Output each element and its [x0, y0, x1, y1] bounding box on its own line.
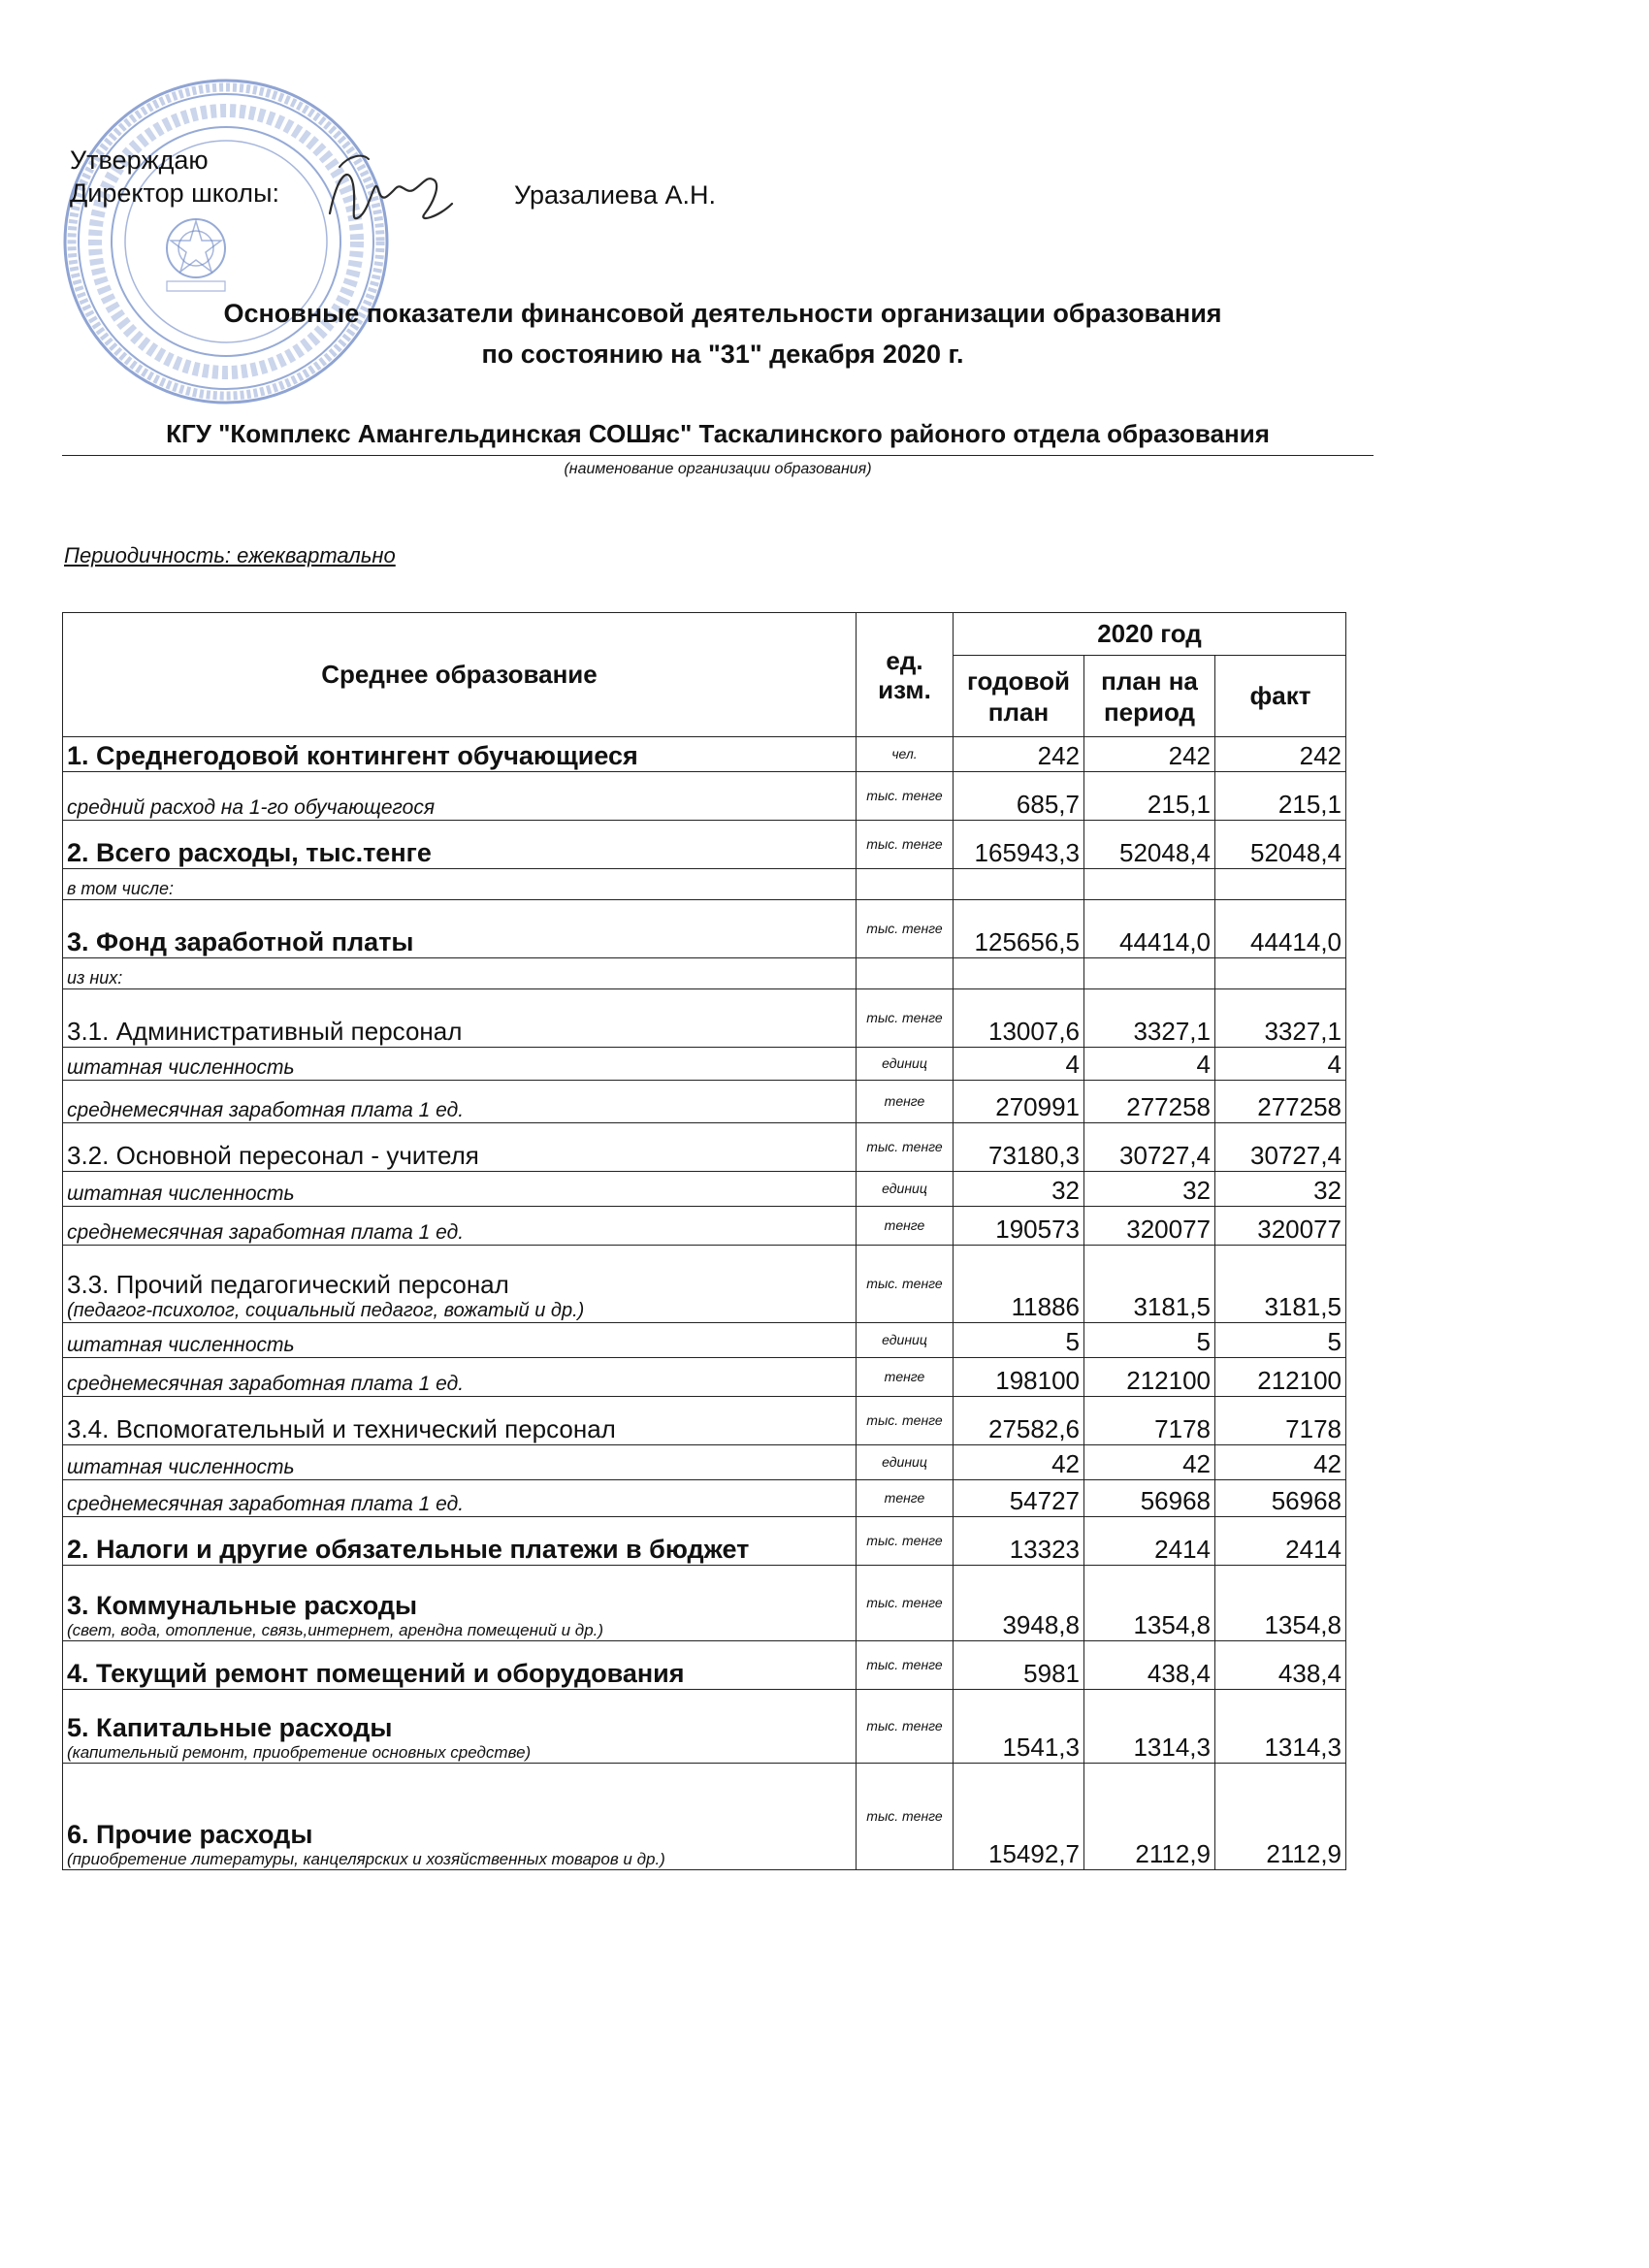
- row-label: штатная численность: [63, 1048, 857, 1081]
- table-row: [63, 1323, 1346, 1358]
- row-label-note: (приобретение литературы, канцелярских и хозяйственных товаров и др.): [67, 1850, 665, 1868]
- table-row: [63, 1690, 1346, 1764]
- row-unit: тыс. тенге: [857, 1566, 954, 1641]
- row-fact: 32: [1215, 1172, 1346, 1207]
- table-row: [63, 1048, 1346, 1081]
- row-annual: 73180,3: [954, 1123, 1084, 1172]
- row-annual: 5: [954, 1323, 1084, 1358]
- periodicity-label: Периодичность: ежеквартально: [64, 543, 396, 567]
- row-period: 212100: [1084, 1358, 1215, 1397]
- row-fact: [1215, 958, 1346, 989]
- row-annual: 42: [954, 1445, 1084, 1480]
- table-row: [63, 1207, 1346, 1246]
- table-row: [63, 1480, 1346, 1517]
- row-unit: тыс. тенге: [857, 1690, 954, 1764]
- table-row: [63, 1246, 1346, 1323]
- row-period: 2112,9: [1084, 1764, 1215, 1870]
- row-unit: чел.: [857, 737, 954, 772]
- row-unit: тыс. тенге: [857, 1123, 954, 1172]
- row-period: [1084, 869, 1215, 900]
- row-label: [63, 1246, 857, 1323]
- table-row: [63, 958, 1346, 989]
- row-label: [63, 1764, 857, 1870]
- financial-indicators-table: [62, 612, 1346, 1870]
- row-annual: 125656,5: [954, 900, 1084, 958]
- row-period: 30727,4: [1084, 1123, 1215, 1172]
- organization-name: КГУ "Комплекс Амангельдинская СОШяс" Таскалинского районого отдела образования: [166, 419, 1270, 448]
- table-row: [63, 1358, 1346, 1397]
- row-unit: единиц: [857, 1172, 954, 1207]
- row-period: 32: [1084, 1172, 1215, 1207]
- table-row: [63, 1764, 1346, 1870]
- row-label-note: (свет, вода, отопление, связь,интернет, арендна помещений и др.): [67, 1621, 604, 1639]
- row-label-main: 3. Коммунальные расходы: [67, 1591, 418, 1620]
- row-label-main: 6. Прочие расходы: [67, 1820, 313, 1849]
- row-fact: 5: [1215, 1323, 1346, 1358]
- header-period-plan: план на период: [1084, 656, 1215, 737]
- row-label: 2. Налоги и другие обязательные платежи в бюджет: [63, 1517, 857, 1566]
- row-unit: тыс. тенге: [857, 989, 954, 1048]
- table-row: [63, 869, 1346, 900]
- row-period: 42: [1084, 1445, 1215, 1480]
- row-period: 56968: [1084, 1480, 1215, 1517]
- row-unit: [857, 958, 954, 989]
- row-unit: тыс. тенге: [857, 1246, 954, 1323]
- row-label: 1. Среднегодовой контингент обучающиеся: [63, 737, 857, 772]
- row-unit: тыс. тенге: [857, 1764, 954, 1870]
- row-fact: 2112,9: [1215, 1764, 1346, 1870]
- row-annual: 13323: [954, 1517, 1084, 1566]
- row-period: 320077: [1084, 1207, 1215, 1246]
- director-label: Директор школы:: [70, 178, 279, 208]
- row-label: 2. Всего расходы, тыс.тенге: [63, 821, 857, 869]
- row-period: 242: [1084, 737, 1215, 772]
- header-year: 2020 год: [954, 613, 1346, 656]
- row-annual: 32: [954, 1172, 1084, 1207]
- row-period: 215,1: [1084, 772, 1215, 821]
- header-unit: ед. изм.: [857, 613, 954, 737]
- table-row: [63, 900, 1346, 958]
- table-row: [63, 1445, 1346, 1480]
- row-fact: 56968: [1215, 1480, 1346, 1517]
- row-label: в том числе:: [63, 869, 857, 900]
- table-row: [63, 1397, 1346, 1445]
- row-annual: 5981: [954, 1641, 1084, 1690]
- row-period: 438,4: [1084, 1641, 1215, 1690]
- table-row: [63, 1123, 1346, 1172]
- row-fact: 7178: [1215, 1397, 1346, 1445]
- row-unit: тенге: [857, 1207, 954, 1246]
- row-label-note: (педагог-психолог, социальный педагог, вожатый и др.): [67, 1300, 585, 1321]
- approval-block: [70, 144, 279, 210]
- document-title: Основные показатели финансовой деятельности организации образования: [223, 299, 1222, 328]
- row-unit: тыс. тенге: [857, 900, 954, 958]
- table-row: [63, 1517, 1346, 1566]
- header-annual-plan: годовой план: [954, 656, 1084, 737]
- organization-underline: [62, 455, 1374, 456]
- row-annual: 198100: [954, 1358, 1084, 1397]
- row-label: 4. Текущий ремонт помещений и оборудования: [63, 1641, 857, 1690]
- table-row: [63, 821, 1346, 869]
- row-fact: 212100: [1215, 1358, 1346, 1397]
- row-unit: тыс. тенге: [857, 821, 954, 869]
- row-period: 277258: [1084, 1081, 1215, 1123]
- row-annual: 13007,6: [954, 989, 1084, 1048]
- row-fact: 42: [1215, 1445, 1346, 1480]
- row-label: 3.2. Основной пересонал - учителя: [63, 1123, 857, 1172]
- row-unit: единиц: [857, 1048, 954, 1081]
- row-period: 2414: [1084, 1517, 1215, 1566]
- row-label: штатная численность: [63, 1172, 857, 1207]
- row-label: из них:: [63, 958, 857, 989]
- header-section: Среднее образование: [63, 613, 857, 737]
- row-annual: 1541,3: [954, 1690, 1084, 1764]
- row-unit: единиц: [857, 1445, 954, 1480]
- row-period: 5: [1084, 1323, 1215, 1358]
- row-period: [1084, 958, 1215, 989]
- row-annual: 11886: [954, 1246, 1084, 1323]
- row-annual: 27582,6: [954, 1397, 1084, 1445]
- row-unit: [857, 869, 954, 900]
- row-period: 3181,5: [1084, 1246, 1215, 1323]
- row-annual: 270991: [954, 1081, 1084, 1123]
- row-unit: тыс. тенге: [857, 1397, 954, 1445]
- row-unit: тенге: [857, 1081, 954, 1123]
- table-row: [63, 737, 1346, 772]
- row-label-main: 5. Капитальные расходы: [67, 1713, 393, 1742]
- row-annual: 4: [954, 1048, 1084, 1081]
- table-row: [63, 989, 1346, 1048]
- row-period: 4: [1084, 1048, 1215, 1081]
- organization-caption: (наименование организации образования): [564, 461, 872, 477]
- director-signature: [320, 146, 466, 238]
- row-annual: 15492,7: [954, 1764, 1084, 1870]
- approve-label: Утверждаю: [70, 146, 209, 175]
- row-unit: тыс. тенге: [857, 772, 954, 821]
- row-label: средний расход на 1-го обучающегося: [63, 772, 857, 821]
- row-unit: тенге: [857, 1358, 954, 1397]
- row-annual: 54727: [954, 1480, 1084, 1517]
- row-unit: тыс. тенге: [857, 1641, 954, 1690]
- row-label: штатная численность: [63, 1445, 857, 1480]
- row-label: среднемесячная заработная плата 1 ед.: [63, 1081, 857, 1123]
- table-row: [63, 1172, 1346, 1207]
- row-annual: [954, 958, 1084, 989]
- row-label-main: 3.3. Прочий педагогический персонал: [67, 1270, 509, 1299]
- row-fact: 3181,5: [1215, 1246, 1346, 1323]
- row-label: среднемесячная заработная плата 1 ед.: [63, 1358, 857, 1397]
- table-row: [63, 1081, 1346, 1123]
- row-period: 1354,8: [1084, 1566, 1215, 1641]
- row-fact: 4: [1215, 1048, 1346, 1081]
- document-date: по состоянию на "31" декабря 2020 г.: [481, 340, 964, 369]
- row-unit: единиц: [857, 1323, 954, 1358]
- row-period: 1314,3: [1084, 1690, 1215, 1764]
- row-fact: 438,4: [1215, 1641, 1346, 1690]
- row-label: 3.1. Административный персонал: [63, 989, 857, 1048]
- row-label: среднемесячная заработная плата 1 ед.: [63, 1480, 857, 1517]
- director-name: Уразалиева А.Н.: [514, 180, 716, 210]
- row-fact: [1215, 869, 1346, 900]
- row-period: 7178: [1084, 1397, 1215, 1445]
- row-label: среднемесячная заработная плата 1 ед.: [63, 1207, 857, 1246]
- row-label: 3.4. Вспомогательный и технический персонал: [63, 1397, 857, 1445]
- row-annual: 3948,8: [954, 1566, 1084, 1641]
- row-label-note: (капительный ремонт, приобретение основных средстве): [67, 1743, 532, 1762]
- row-fact: 242: [1215, 737, 1346, 772]
- row-annual: 242: [954, 737, 1084, 772]
- row-fact: 277258: [1215, 1081, 1346, 1123]
- row-label: [63, 1566, 857, 1641]
- row-fact: 44414,0: [1215, 900, 1346, 958]
- row-annual: [954, 869, 1084, 900]
- row-period: 44414,0: [1084, 900, 1215, 958]
- row-fact: 3327,1: [1215, 989, 1346, 1048]
- row-unit: тенге: [857, 1480, 954, 1517]
- row-fact: 215,1: [1215, 772, 1346, 821]
- row-fact: 52048,4: [1215, 821, 1346, 869]
- table-row: [63, 1566, 1346, 1641]
- row-fact: 30727,4: [1215, 1123, 1346, 1172]
- row-label: 3. Фонд заработной платы: [63, 900, 857, 958]
- row-annual: 685,7: [954, 772, 1084, 821]
- row-period: 3327,1: [1084, 989, 1215, 1048]
- row-annual: 190573: [954, 1207, 1084, 1246]
- row-fact: 1314,3: [1215, 1690, 1346, 1764]
- row-label: [63, 1690, 857, 1764]
- row-annual: 165943,3: [954, 821, 1084, 869]
- row-period: 52048,4: [1084, 821, 1215, 869]
- header-fact: факт: [1215, 656, 1346, 737]
- row-fact: 320077: [1215, 1207, 1346, 1246]
- row-fact: 2414: [1215, 1517, 1346, 1566]
- row-label: штатная численность: [63, 1323, 857, 1358]
- table-row: [63, 1641, 1346, 1690]
- row-fact: 1354,8: [1215, 1566, 1346, 1641]
- row-unit: тыс. тенге: [857, 1517, 954, 1566]
- table-row: [63, 772, 1346, 821]
